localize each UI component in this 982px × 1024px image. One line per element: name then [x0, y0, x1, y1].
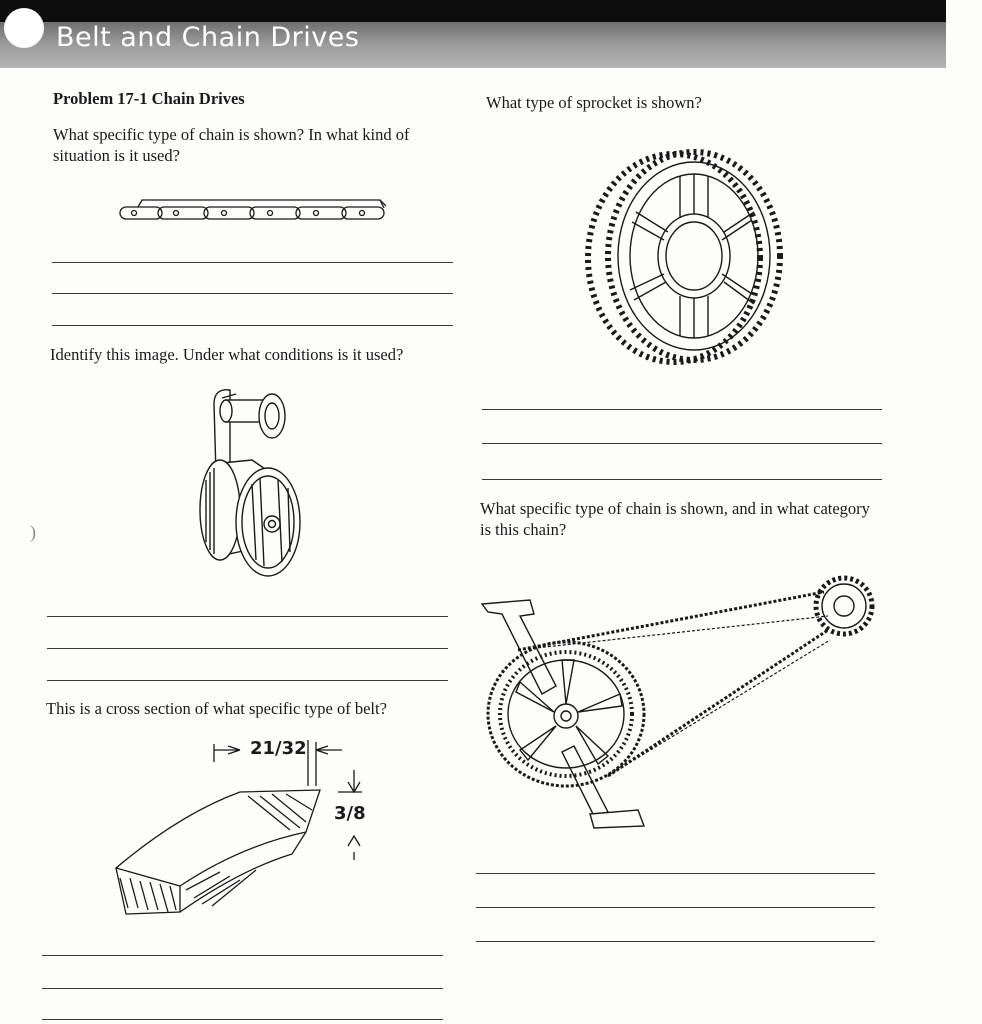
answer-line — [482, 409, 882, 410]
margin-mark: ) — [30, 522, 36, 542]
answer-line — [482, 443, 882, 444]
problem-heading: Problem 17-1 Chain Drives — [53, 89, 245, 108]
answer-line — [42, 1019, 443, 1020]
header-banner — [0, 0, 946, 68]
answer-line — [52, 262, 453, 263]
question-identify-image: Identify this image. Under what conditions is it used? — [50, 345, 404, 364]
roller-chain-figure — [118, 196, 390, 224]
answer-line — [476, 873, 875, 874]
answer-line — [47, 680, 448, 681]
answer-line — [52, 325, 453, 326]
bicycle-chain-drive-figure — [478, 576, 884, 834]
answer-line — [52, 293, 453, 294]
question-chain-type: What specific type of chain is shown? In what kind of situation is it used? — [53, 125, 410, 165]
answer-line — [482, 479, 882, 480]
banner-bullet-icon — [4, 8, 44, 48]
sprocket-figure — [582, 140, 786, 370]
question-belt-cross-section: This is a cross section of what specific type of belt? — [46, 699, 387, 718]
belt-width-label: 21/32 — [250, 738, 307, 759]
belt-height-label: 3/8 — [334, 803, 366, 824]
question-sprocket-type: What type of sprocket is shown? — [486, 93, 702, 112]
answer-line — [476, 941, 875, 942]
question-chain-category: What specific type of chain is shown, and in what category is this chain? — [480, 499, 870, 539]
answer-line — [47, 648, 448, 649]
answer-line — [476, 907, 875, 908]
answer-line — [47, 616, 448, 617]
idler-pulley-figure — [192, 384, 304, 574]
v-belt-figure — [110, 736, 380, 920]
answer-line — [42, 988, 443, 989]
page-title: Belt and Chain Drives — [56, 22, 360, 53]
answer-line — [42, 955, 443, 956]
